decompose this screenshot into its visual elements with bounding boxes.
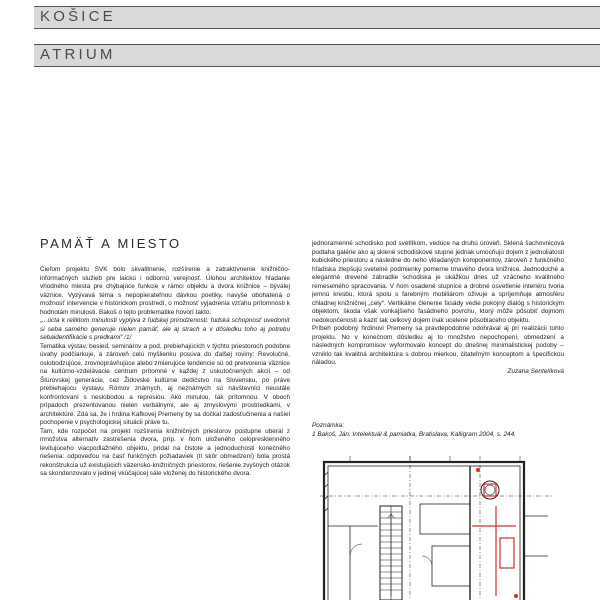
header-city: KOŠICE [40, 8, 116, 25]
author-signature: Zuzana Sentelíková [507, 367, 564, 375]
footnotes [312, 422, 564, 439]
header-section: ATRIUM [40, 46, 116, 63]
article-title: PAMÄŤ A MIESTO [40, 236, 182, 251]
paragraph: Príbeh podobný hrdinovi Premeny sa pravdepodobne odohrával aj pri realizácii tohto projektu. No v konečnom dôsledku aj to množstvo nepochopení, obmedzení a následných kompromisov wyformovalo koncept do dnešnej minimalistickej podoby – vzniklo tak kvalitná architektúra s dobrou mierkou, čitateľným konceptom a špecifickou náladou. [312, 325, 564, 366]
magazine-header [34, 0, 600, 68]
paragraph: Tam, kde rozpočet na projekt rozšírenia knižničných priestorov postupne uberal z množstva alternatív zastrešenia dvora, príp. v ňom uloženého celopresklenného levitujúceho viacpodlažného objektu, pridal na čistote a jednoduchosti konečného riešenia: odpoveďou na časť funkčných požiadaviek (tí skôr obmedzení) bola prostá rekonštrukcia už existujúcich väzensko-knižničných priestorov, riešenie zvyšných otázok sa skondenzovalo v jedinej vkúčajúcej sále vloženej do historického dvora. [40, 427, 290, 477]
header-city-band [34, 0, 600, 30]
floor-plan-drawing [320, 456, 552, 600]
paragraph: jednoramenné schodisko pod svetlíkom, vedúce na druhú úroveň. Sklená šachovnicová podlaha galérie ako aj sklené schodiskové stupne jednak umocňujú dojem z jednoliatosti kubického priestoru a následne do neho vkladaných komponentov, zároveň z funkčného hľadiska zlepšujú svetelné podmienky pomerne tmavého dvora knižnice. Jednoduché a elegantné drevené zábradlie schodiska je ukážkou dnes už vzácneho kvalitného remeselného spracovania. V ňom osadené stupnice a drobné osvetlenie interiéru tvoria jemnú kresbu, ktorá spolu s farebným mobiliárom oživuje a spríjemňuje atmosféru chladnej knižničnej „cely“. Vertikálne členenie fasády vedie pokojný dialóg s historickým objektom, škoda však vonkajšieho fasádneho povrchu, ktorý môže pôsobiť dojmom nedokončenosti a kaziť tak celkový dojem inak ucelene pôsobiaceho objektu. [312, 240, 564, 324]
notes-label: Poznámka: [312, 422, 344, 429]
header-section-band [34, 38, 600, 68]
footnote: 1 Bakoš, Ján: Intelektuál & pamiatka, Bratislava, Kalligram 2004, s. 244. [312, 430, 516, 438]
paragraph: Cieľom projektu ŠVK bolo skvalitnenie, rozšírenie a zatraktívnenie knižnično-informačných služieb pre laickú i odbornú verejnosť. Úlohou architektov hľadanie vhodného miesta pre chýbajúce funkcie v rámci objektu a dvora knižnice – bývalej väznice. Vyzývavá téma s nepopierateľnou dávkou poetiky, navyše obohatená o možnosť intervencie v historickom prostredí, o možnosť vyjadrenia vzťahu prítomnosti k hodnotám minulosti. Bakoš o tejto problematike hovorí takto: [40, 266, 290, 316]
quote-paragraph: „...úcta k reliktom minulosti vyplýva z ľudskej prirodzenosti: ľudská schopnosť uvedomiť si seba samého generuje nielen pamäť, ale aj strach a v dôsledku toho aj potrebu sebaidentifikácie s predkami“ /1/ [40, 317, 290, 341]
left-column [40, 266, 290, 600]
right-column [312, 240, 564, 422]
paragraph: Tematika výstav, besied, seminárov a pod. prebiehajúcich v týchto priestoroch podobne úvahy podčiarkuje, a zároveň celú myšlienku posúva do ďalšej roviny: Revolučné, oslobodzujúce, zrovnoprávňujúce alebo zmierujúce tendencie sú od pretvorenia väznice na kultúrno-vzdelávacie centrum prítomné v každej z uskutočnených akcií – od Štúrovskej generácie, cez Židovské kultúrne dedičstvo na Slovensku, po práve prebiehajúcu výstavu Rómov známych, aj neznámych sú návštevníci neustále konfrontovaní s neslobodou a represiou. Ako minulou, tak prítomnou. V oboch prípadoch prezentovanou nielen verbálnymi, ale aj zmyslovými prostriedkami, v architektúre. Zdá sa, že i hrdina Kafkovej Premeny by sa dočkal zadosťučinenia a našiel pochopenie v psychologickej situácii práve tu. [40, 342, 290, 426]
